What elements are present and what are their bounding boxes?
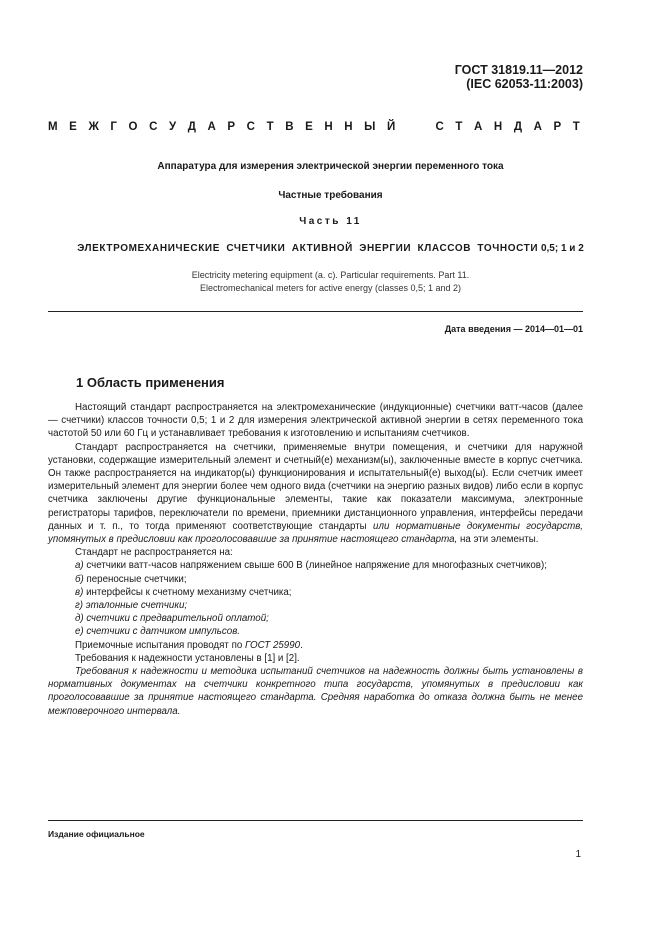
paragraph-1: Настоящий стандарт распространяется на электромеханические (индукционные) счетчики ватт-часов (далее — счетчики) классов точности 0,5; 1 и 2 для измерения электрической активной энергии в сетях переменного тока частотой 50 или 60 Гц и устанавливает требования к изготовлению и испытаниям счетчиков. — [48, 402, 583, 440]
standard-number: ГОСТ 31819.11—2012 — [454, 63, 583, 77]
list-letter: а) — [75, 560, 84, 572]
list-letter: е) — [75, 626, 84, 638]
section-body — [48, 401, 583, 718]
banner-word-standard: С Т А Н Д А Р Т — [435, 121, 582, 133]
title-line-1: Аппаратура для измерения электрической энергии переменного тока — [157, 161, 504, 172]
list-text: эталонные счетчики; — [85, 600, 188, 612]
paragraph-4-start: Приемочные испытания проводят по — [75, 639, 243, 651]
paragraph-2 — [48, 441, 583, 547]
list-letter: в) — [75, 586, 84, 598]
paragraph-6-italic: Требования к надежности и методика испытаний счетчиков на надежность должны быть установлены в нормативных документах на счетчики конкретного типа государств, упомянутых в предисловии как проголосовавшие за принятие настоящего стандарта. Средняя наработка до отказа должна быть не менее межповерочного интервала. — [48, 666, 583, 717]
title-line-4-caps: ЭЛЕКТРОМЕХАНИЧЕСКИЕ СЧЕТЧИКИ АКТИВНОЙ ЭНЕРГИИ КЛАССОВ ТОЧНОСТИ — [77, 243, 539, 254]
list-item-b — [48, 573, 583, 586]
standard-designation — [455, 63, 583, 91]
list-item-v — [48, 586, 583, 599]
list-text: счетчики с предварительной оплатой; — [86, 613, 269, 625]
interstate-standard-banner — [48, 121, 582, 133]
list-item-d — [48, 612, 583, 625]
iec-number: (IEC 62053-11:2003) — [466, 77, 583, 91]
title-line-4-classes: 0,5; 1 и 2 — [540, 243, 584, 254]
list-letter: б) — [75, 573, 84, 585]
list-letter: д) — [75, 613, 84, 625]
paragraph-3: Стандарт не распространяется на: — [75, 547, 233, 559]
list-text: переносные счетчики; — [86, 573, 187, 585]
english-title-line-2: Electromechanical meters for active energy (classes 0,5; 1 and 2) — [199, 283, 462, 293]
paragraph-2-start: Стандарт распространяется на счетчики, применяемые внутри помещения, и счетчики для наружной установки, содержащие измерительный элемент и счетный(е) механизм(ы), заключенные вместе в корпус счетчика. Он также распространяется на индикатор(ы) функционирования и испытательный(е) выход(ы). Если счетчик имеет измерительный элемент для энергии более чем одного вида (счетчики на энергию разных видов) либо если в корпус счетчика заключены другие функциональные элементы, такие как показатели максимума, электронные регистраторы тарифов, переключатели по времени, приемники дистанционного управления, интерфейсы передачи данных и т. п., то тогда применяют соответствующие стандарты — [48, 441, 583, 532]
title-part: Часть 11 — [299, 216, 362, 227]
paragraph-6 — [48, 665, 583, 718]
header-divider — [48, 311, 583, 312]
introduction-date: Дата введения — 2014—01—01 — [444, 324, 583, 334]
paragraph-4-end: . — [300, 639, 303, 651]
gost-reference: ГОСТ 25990 — [245, 639, 301, 651]
paragraph-2-end: на эти элементы. — [459, 534, 539, 546]
title-line-2: Частные требования — [278, 190, 383, 201]
list-item-g — [48, 599, 583, 612]
paragraph-2-italic: или нормативные документы государств, упомянутых в предисловии как проголосовавшие за принятие настоящего стандарта, — [48, 520, 583, 546]
paragraph-5: Требования к надежности установлены в [1] и [2]. — [75, 652, 300, 664]
footer-divider — [48, 820, 583, 821]
section-heading: 1 Область применения — [76, 375, 225, 390]
list-item-a — [48, 559, 583, 572]
paragraph-4 — [48, 639, 583, 652]
english-title — [48, 269, 613, 295]
list-text: интерфейсы к счетному механизму счетчика; — [86, 586, 292, 598]
list-text: счетчики с датчиком импульсов. — [86, 626, 240, 638]
english-title-line-1: Electricity metering equipment (a. c). Particular requirements. Part 11. — [191, 270, 470, 280]
title-line-4 — [48, 243, 613, 254]
page-number: 1 — [575, 849, 581, 860]
list-item-e — [48, 625, 583, 638]
banner-word-interstate: М Е Ж Г О С У Д А Р С Т В Е Н Н Ы Й — [48, 121, 398, 133]
list-text: счетчики ватт-часов напряжением свыше 600 В (линейное напряжение для многофазных счетчиков); — [86, 560, 547, 572]
official-edition-label: Издание официальное — [48, 829, 145, 839]
list-letter: г) — [75, 600, 84, 612]
